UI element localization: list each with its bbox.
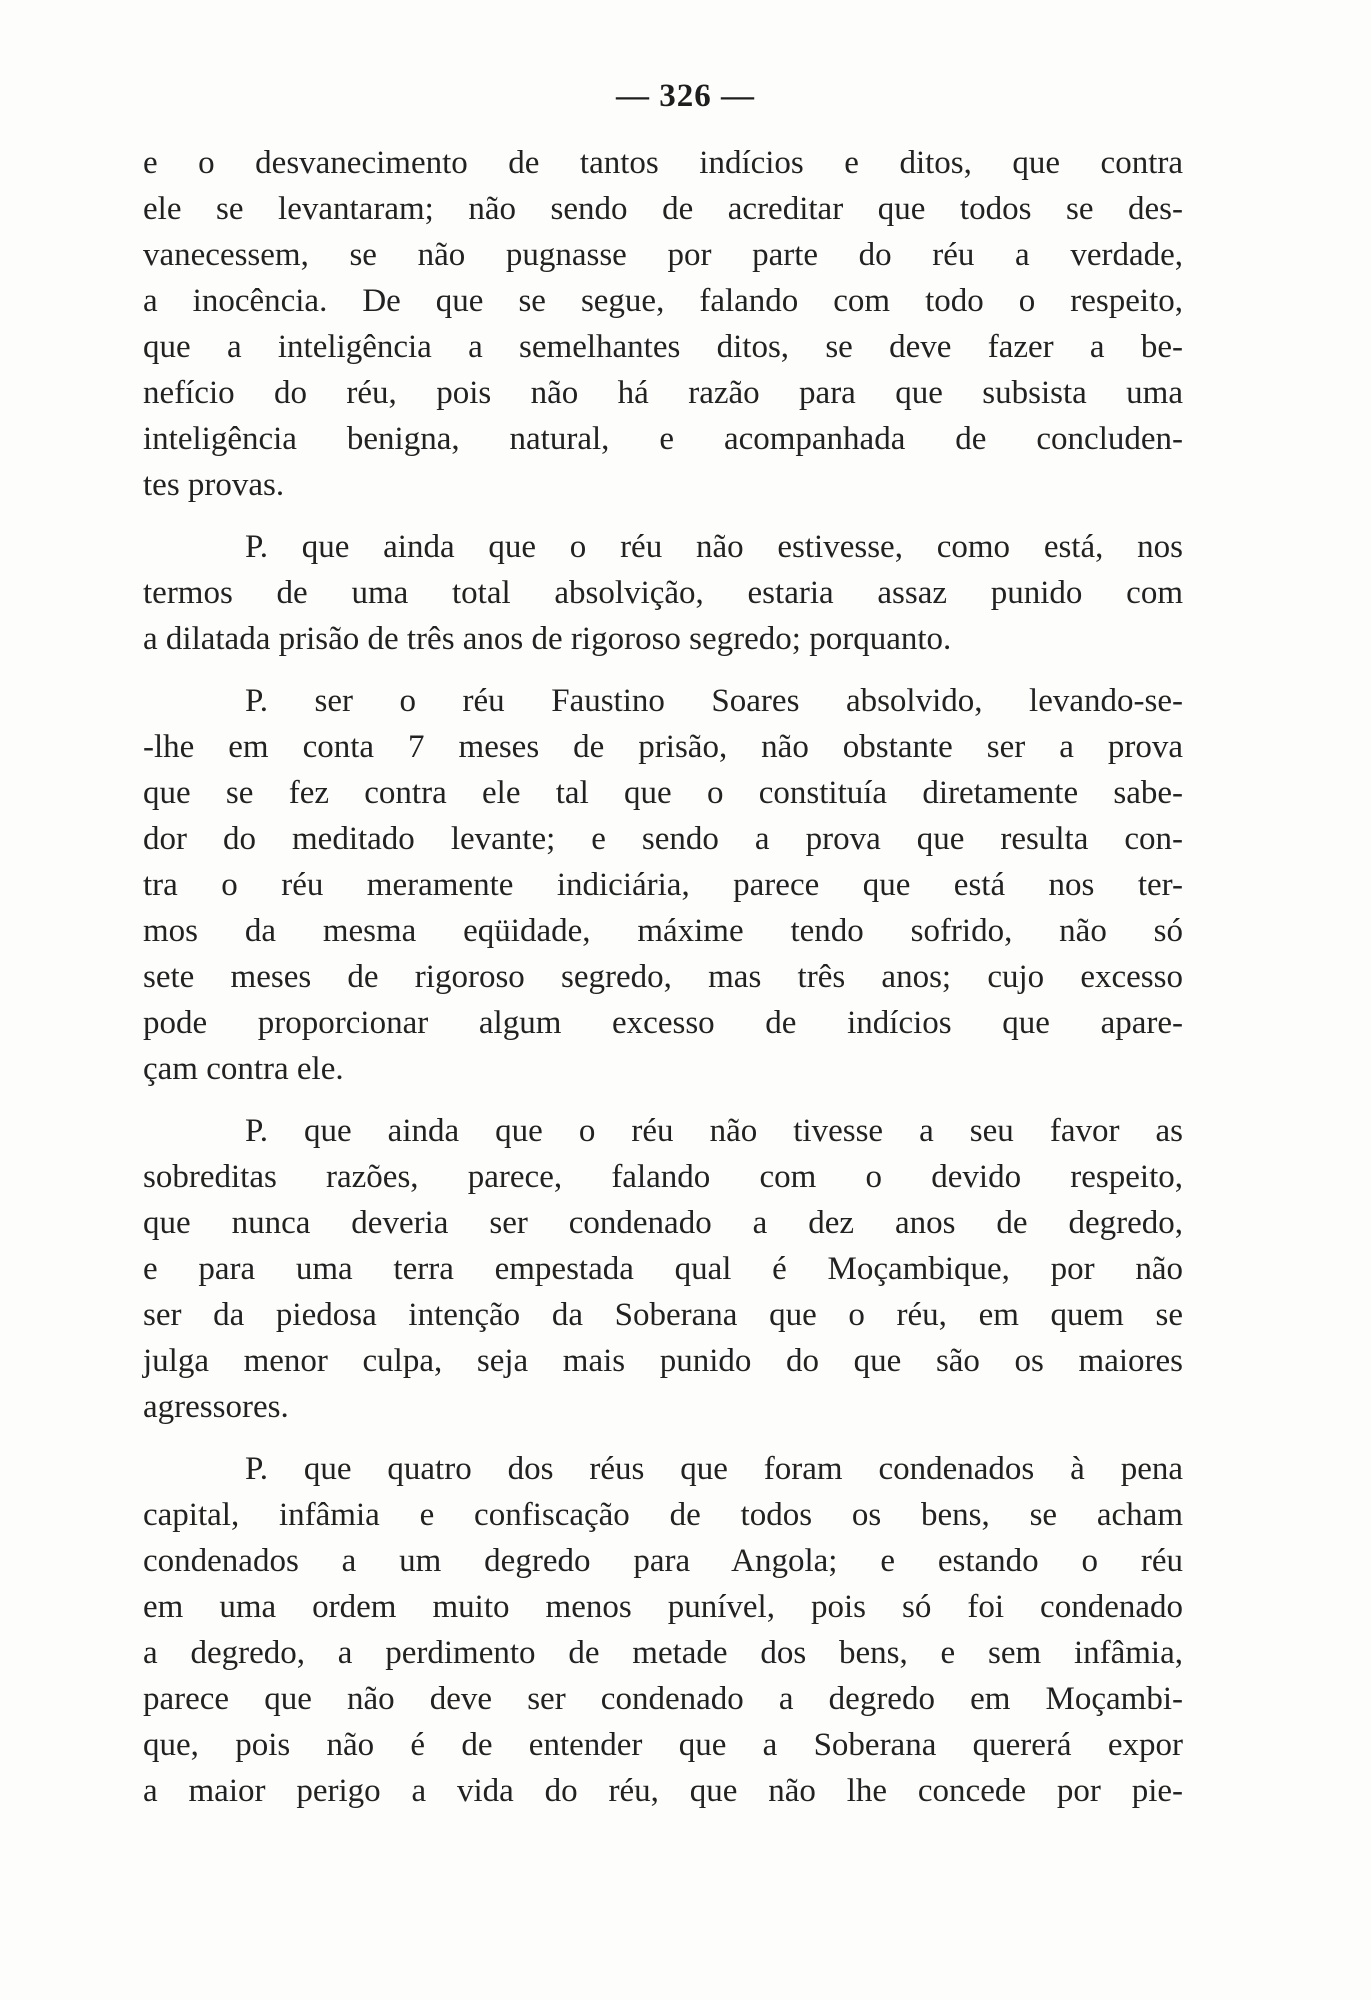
- text-line: julga menor culpa, seja mais punido do que são os maiores: [143, 1343, 1183, 1379]
- paragraph: [143, 524, 1183, 662]
- text-line: P. ser o réu Faustino Soares absolvido, levando-se-: [245, 683, 1183, 719]
- paragraph: [143, 1446, 1183, 1814]
- text-line: P. que ainda que o réu não estivesse, como está, nos: [245, 529, 1183, 565]
- paragraph: [143, 678, 1183, 1092]
- text-line: çam contra ele.: [143, 1051, 344, 1087]
- text-line: termos de uma total absolvição, estaria assaz punido com: [143, 575, 1183, 611]
- text-line: P. que ainda que o réu não tivesse a seu favor as: [245, 1113, 1183, 1149]
- text-line: que a inteligência a semelhantes ditos, se deve fazer a be-: [143, 329, 1183, 365]
- text-line: a inocência. De que se segue, falando com todo o respeito,: [143, 283, 1183, 319]
- body-text: [143, 140, 1183, 1814]
- paragraph: [143, 140, 1183, 508]
- page-number: — 326 —: [616, 78, 755, 114]
- text-line: ser da piedosa intenção da Soberana que o réu, em quem se: [143, 1297, 1183, 1333]
- text-line: mos da mesma eqüidade, máxime tendo sofrido, não só: [143, 913, 1183, 949]
- text-line: tra o réu meramente indiciária, parece que está nos ter-: [143, 867, 1183, 903]
- text-line: sobreditas razões, parece, falando com o devido respeito,: [143, 1159, 1183, 1195]
- paragraph: [143, 1108, 1183, 1430]
- text-line: condenados a um degredo para Angola; e estando o réu: [143, 1543, 1183, 1579]
- text-line: que nunca deveria ser condenado a dez anos de degredo,: [143, 1205, 1183, 1241]
- text-line: que, pois não é de entender que a Soberana quererá expor: [143, 1727, 1183, 1763]
- text-line: que se fez contra ele tal que o constituía diretamente sabe-: [143, 775, 1183, 811]
- text-line: pode proporcionar algum excesso de indícios que apare-: [143, 1005, 1183, 1041]
- text-line: e o desvanecimento de tantos indícios e ditos, que contra: [143, 145, 1183, 181]
- text-line: P. que quatro dos réus que foram condenados à pena: [245, 1451, 1183, 1487]
- text-line: sete meses de rigoroso segredo, mas três anos; cujo excesso: [143, 959, 1183, 995]
- text-line: capital, infâmia e confiscação de todos os bens, se acham: [143, 1497, 1183, 1533]
- text-line: ele se levantaram; não sendo de acreditar que todos se des-: [143, 191, 1183, 227]
- text-line: -lhe em conta 7 meses de prisão, não obstante ser a prova: [143, 729, 1183, 765]
- text-line: e para uma terra empestada qual é Moçambique, por não: [143, 1251, 1183, 1287]
- text-line: a degredo, a perdimento de metade dos bens, e sem infâmia,: [143, 1635, 1183, 1671]
- text-line: a maior perigo a vida do réu, que não lhe concede por pie-: [143, 1773, 1183, 1809]
- text-line: a dilatada prisão de três anos de rigoroso segredo; porquanto.: [143, 621, 952, 657]
- text-line: tes provas.: [143, 467, 285, 503]
- text-line: vanecessem, se não pugnasse por parte do réu a verdade,: [143, 237, 1183, 273]
- text-line: agressores.: [143, 1389, 289, 1425]
- text-line: inteligência benigna, natural, e acompanhada de concluden-: [143, 421, 1183, 457]
- text-line: parece que não deve ser condenado a degredo em Moçambi-: [143, 1681, 1183, 1717]
- text-line: em uma ordem muito menos punível, pois só foi condenado: [143, 1589, 1183, 1625]
- text-line: nefício do réu, pois não há razão para que subsista uma: [143, 375, 1183, 411]
- text-line: dor do meditado levante; e sendo a prova que resulta con-: [143, 821, 1183, 857]
